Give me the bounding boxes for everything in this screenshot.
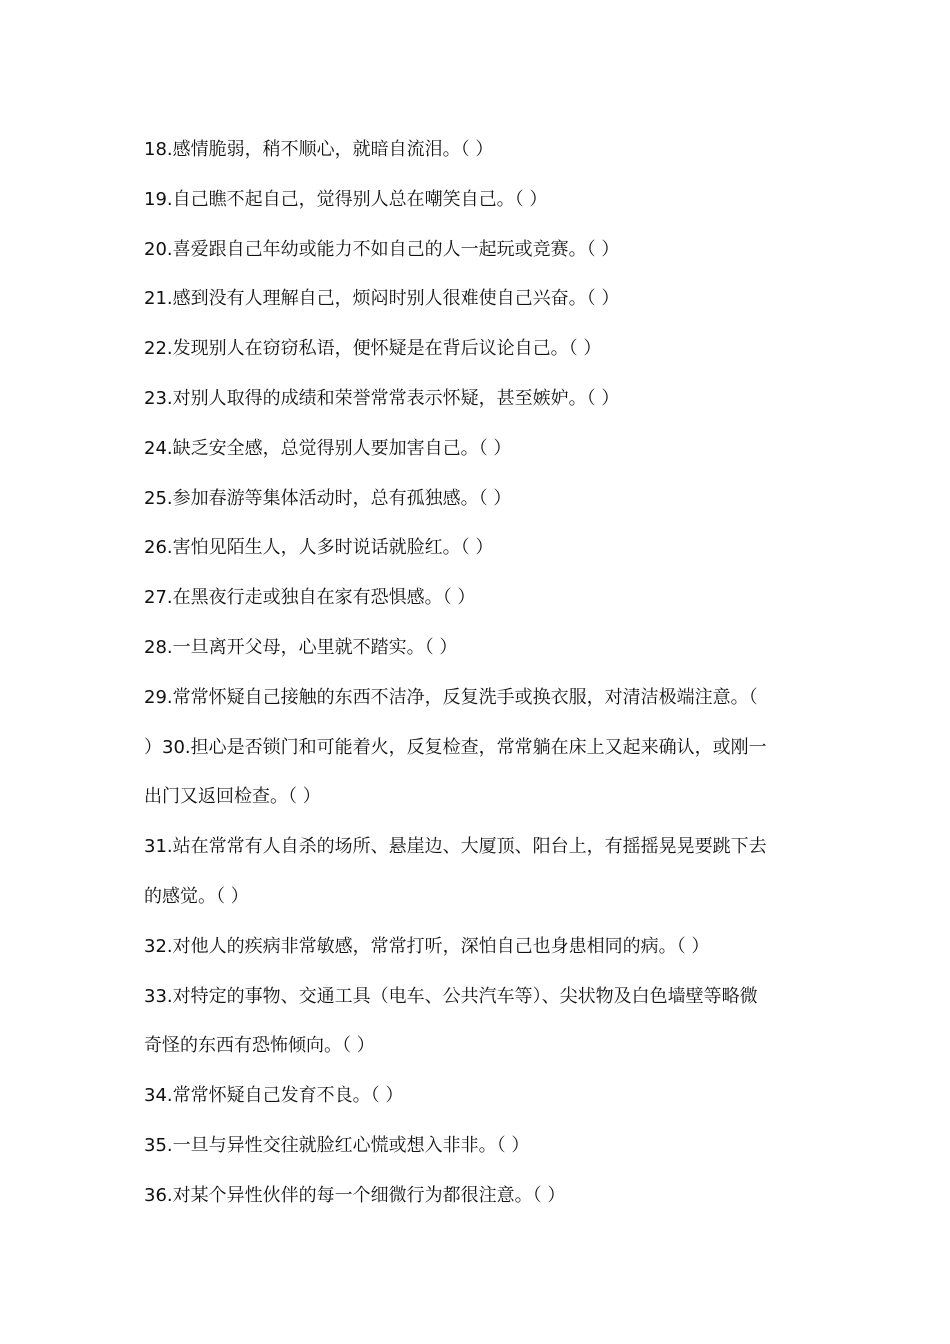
question-line-26: 26.害怕见陌生人，人多时说话就脸红。（ ） [144,537,494,559]
question-line-19: 19.自己瞧不起自己，觉得别人总在嘲笑自己。（ ） [144,188,548,210]
question-line-27: 27.在黑夜行走或独自在家有恐惧感。（ ） [144,587,476,609]
question-line-22: 22.发现别人在窃窃私语，便怀疑是在背后议论自己。（ ） [144,338,602,360]
question-line-33-part-2: 奇怪的东西有恐怖倾向。（ ） [144,1035,375,1057]
question-line-20: 20.喜爱跟自己年幼或能力不如自己的人一起玩或竞赛。（ ） [144,238,620,260]
question-line-31-part-2: 的感觉。（ ） [144,885,249,907]
question-line-23: 23.对别人取得的成绩和荣誉常常表示怀疑，甚至嫉妒。（ ） [144,387,620,409]
question-line-18: 18.感情脆弱，稍不顺心，就暗自流泪。（ ） [144,139,494,160]
question-line-28: 28.一旦离开父母，心里就不踏实。（ ） [144,636,458,658]
question-line-24: 24.缺乏安全感，总觉得别人要加害自己。（ ） [144,437,512,459]
question-line-30-part-1: ）30.担心是否锁门和可能着火，反复检查，常常躺在床上又起来确认，或刚一 [144,736,767,758]
question-line-29: 29.常常怀疑自己接触的东西不洁净，反复洗手或换衣服，对清洁极端注意。（ [144,686,758,708]
questionnaire-text [144,125,806,1221]
question-line-34: 34.常常怀疑自己发育不良。（ ） [144,1085,404,1107]
question-line-31-part-1: 31.站在常常有人自杀的场所、悬崖边、大厦顶、阳台上，有摇摇晃晃要跳下去 [144,836,767,858]
question-line-21: 21.感到没有人理解自己，烦闷时别人很难使自己兴奋。（ ） [144,288,620,310]
question-line-30-part-2: 出门又返回检查。（ ） [144,786,321,808]
question-line-32: 32.对他人的疾病非常敏感，常常打听，深怕自己也身患相同的病。（ ） [144,935,710,957]
question-line-33-part-1: 33.对特定的事物、交通工具（电车、公共汽车等）、尖状物及白色墙壁等略微 [144,985,758,1007]
question-line-36: 36.对某个异性伙伴的每一个细微行为都很注意。（ ） [144,1184,566,1206]
question-line-25: 25.参加春游等集体活动时，总有孤独感。（ ） [144,487,512,509]
question-line-35: 35.一旦与异性交往就脸红心慌或想入非非。（ ） [144,1134,530,1156]
